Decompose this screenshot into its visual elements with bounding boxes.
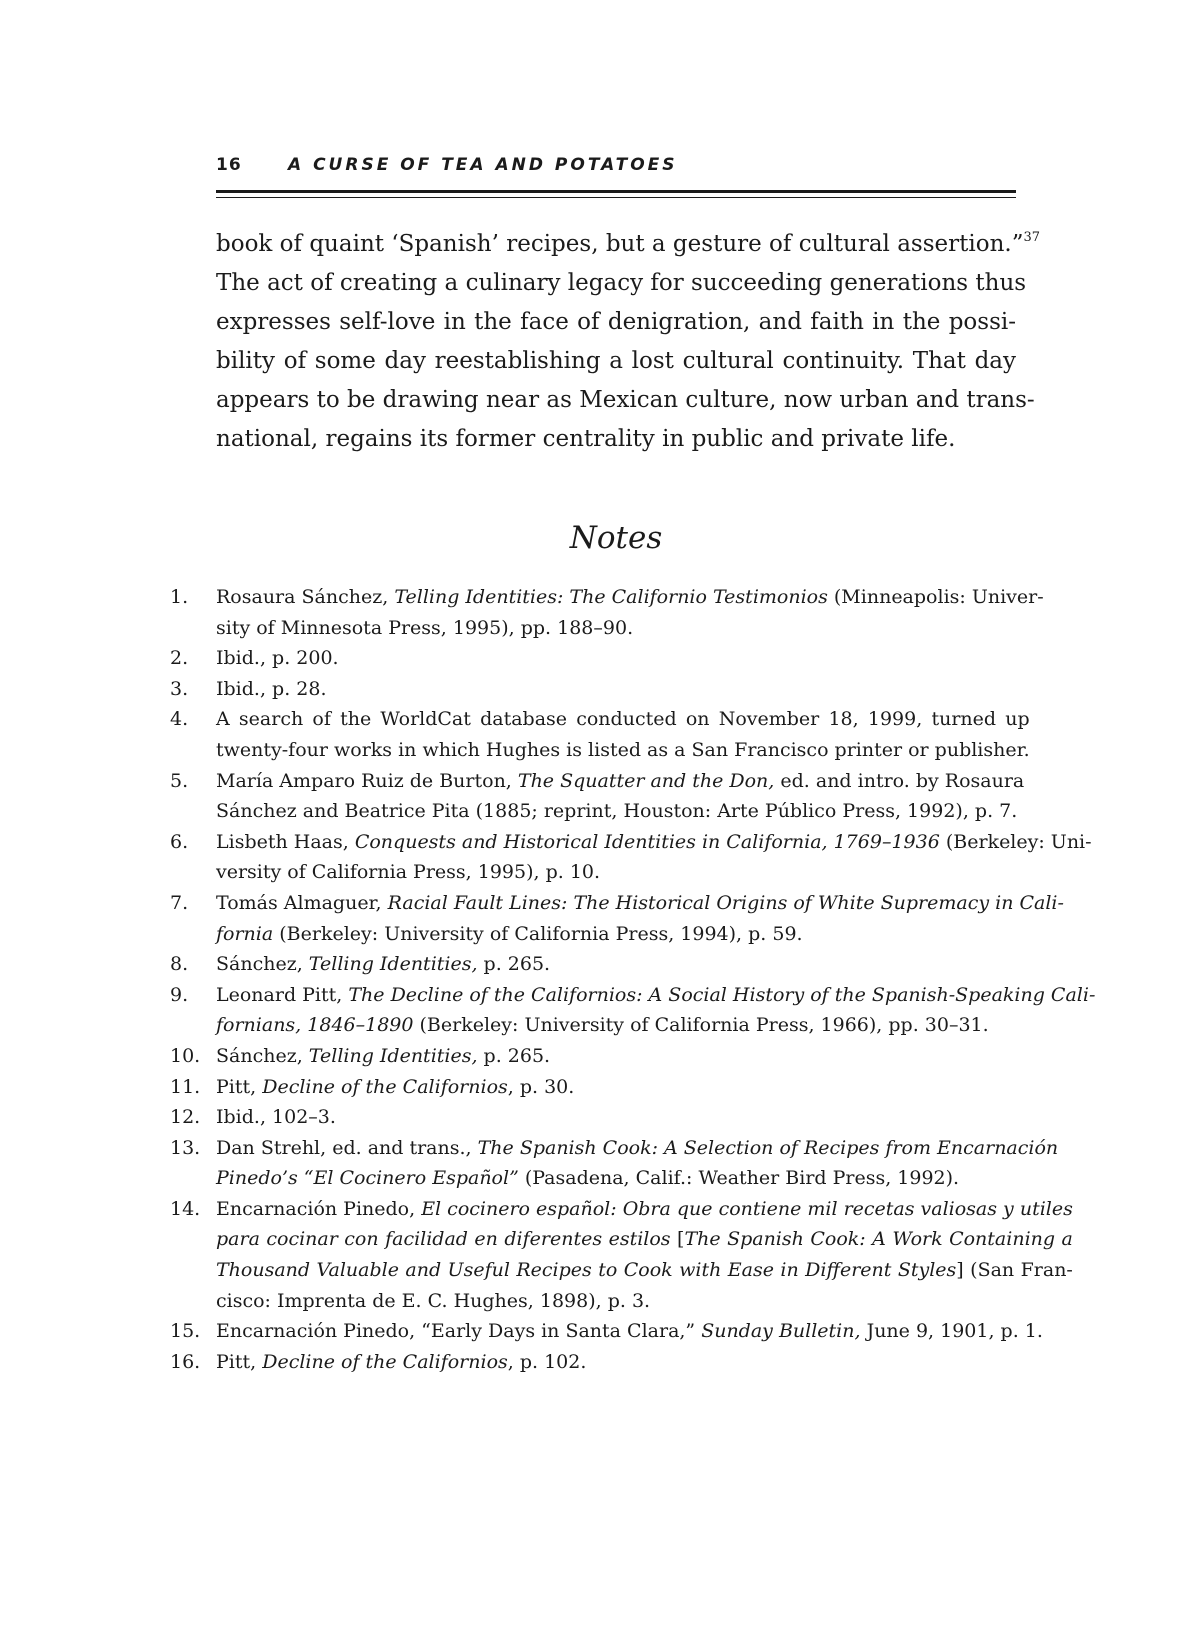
note-segment: Encarnación Pinedo, “Early Days in Santa Clara,” <box>216 1320 702 1343</box>
note-text <box>216 1133 1058 1194</box>
note-segment: A search of the WorldCat database conducted on November 18, 1999, turned up <box>216 708 1030 731</box>
note-line <box>216 1041 1016 1072</box>
note-segment: María Amparo Ruiz de Burton, <box>216 769 518 792</box>
note-line <box>216 857 1092 888</box>
note-line <box>216 796 1024 827</box>
note-line <box>216 1072 1016 1103</box>
note-item <box>170 704 1030 765</box>
note-item <box>170 1072 1016 1103</box>
note-segment: Rosaura Sánchez, <box>216 586 395 608</box>
note-segment: (Berkeley: University of California Press, 1966), pp. 30–31. <box>413 1014 989 1037</box>
note-segment: Pitt, <box>216 1350 263 1373</box>
page-number: 16 <box>216 155 242 175</box>
note-line <box>216 1286 1073 1317</box>
note-line <box>216 735 1030 766</box>
note-item <box>170 980 1096 1041</box>
note-title-italic: The Spanish Cook: A Selection of Recipes from Encarnación <box>477 1136 1059 1159</box>
body-paragraph <box>216 225 1040 459</box>
note-line <box>216 980 1095 1011</box>
note-text <box>216 1316 1043 1347</box>
note-line <box>216 1224 1073 1255</box>
note-segment: (Pasadena, Calif.: Weather Bird Press, 1992). <box>518 1167 960 1190</box>
note-title-italic: The Decline of the Californios: A Social History of the Spanish-Speaking Cali- <box>348 983 1096 1006</box>
note-line <box>216 704 1030 735</box>
note-line <box>216 1133 1058 1164</box>
note-number: 12. <box>170 1106 201 1129</box>
note-segment: p. 265. <box>477 1044 551 1067</box>
note-line <box>216 674 1016 705</box>
notes-list <box>170 582 1096 1377</box>
note-item <box>170 1316 1043 1347</box>
note-number: 2. <box>170 647 189 670</box>
note-line <box>216 1255 1073 1286</box>
note-text <box>216 766 1024 827</box>
note-item <box>170 888 1064 949</box>
note-line <box>216 1010 1095 1041</box>
note-line <box>216 1347 1016 1378</box>
note-title-italic: para cocinar con facilidad en diferentes estilos <box>216 1228 671 1251</box>
note-segment: June 9, 1901, p. 1. <box>860 1320 1043 1343</box>
notes-heading: Notes <box>569 520 663 556</box>
body-line: The act of creating a culinary legacy for succeeding generations thus <box>216 270 1027 296</box>
body-line: book of quaint ‘Spanish’ recipes, but a gesture of cultural assertion.”$^{37}$ <box>216 230 1040 257</box>
note-line <box>216 827 1092 858</box>
note-line <box>216 1194 1073 1225</box>
note-line <box>216 1102 1016 1133</box>
note-title-italic: Decline of the Californios <box>262 1075 508 1098</box>
note-number: 11. <box>170 1075 201 1098</box>
note-segment: , p. 102. <box>507 1350 587 1373</box>
note-text <box>216 1347 1016 1378</box>
note-item <box>170 949 1016 980</box>
note-segment: (Minneapolis: Univer- <box>827 586 1044 608</box>
header-rule-thin <box>216 197 1016 198</box>
note-line <box>216 1163 1058 1194</box>
note-segment: Sánchez and Beatrice Pita (1885; reprint, Houston: Arte Público Press, 1992), p. 7. <box>216 800 1018 823</box>
running-title: A CURSE OF TEA AND POTATOES <box>288 155 678 175</box>
note-line <box>216 613 1044 644</box>
note-number: 10. <box>170 1044 201 1067</box>
note-segment: Ibid., p. 200. <box>216 647 339 670</box>
note-title-italic: Sunday Bulletin, <box>701 1320 861 1343</box>
body-line: bility of some day reestablishing a lost cultural continuity. That day <box>216 348 1016 374</box>
note-item <box>170 1133 1059 1194</box>
note-segment: ed. and intro. by Rosaura <box>774 769 1025 792</box>
note-item <box>170 766 1025 827</box>
note-segment: Ibid., 102–3. <box>216 1106 336 1129</box>
note-segment: twenty-four works in which Hughes is listed as a San Francisco printer or publisher. <box>216 738 1030 761</box>
note-number: 6. <box>170 830 189 853</box>
note-item <box>170 674 1016 705</box>
note-line <box>216 919 1064 950</box>
footnote-reference: 37 <box>1023 230 1040 245</box>
note-line <box>216 949 1016 980</box>
note-segment: Lisbeth Haas, <box>216 830 355 853</box>
note-segment: [ <box>670 1228 685 1251</box>
note-text <box>216 888 1064 949</box>
note-title-italic: El cocinero español: Obra que contiene mil recetas valiosas y utiles <box>421 1197 1073 1220</box>
note-line <box>216 1316 1043 1347</box>
note-number: 7. <box>170 891 189 914</box>
note-item <box>170 643 1016 674</box>
note-line <box>216 888 1064 919</box>
note-segment: ] (San Fran- <box>956 1259 1073 1282</box>
note-title-italic: Telling Identities: The Californio Testimonios <box>394 586 828 608</box>
note-text <box>216 1041 1016 1072</box>
note-number: 4. <box>170 708 189 731</box>
note-number: 16. <box>170 1350 201 1373</box>
note-item <box>170 1041 1016 1072</box>
note-number: 9. <box>170 983 189 1006</box>
note-segment: (Berkeley: University of California Press, 1994), p. 59. <box>273 922 803 945</box>
note-line <box>216 643 1016 674</box>
note-title-italic: fornia <box>216 922 274 945</box>
note-number: 8. <box>170 953 189 976</box>
note-text <box>216 949 1016 980</box>
note-segment: Sánchez, <box>216 953 309 976</box>
header-rule-thick <box>216 190 1016 193</box>
note-segment: versity of California Press, 1995), p. 10. <box>216 861 601 884</box>
note-segment: Pitt, <box>216 1075 263 1098</box>
note-segment: cisco: Imprenta de E. C. Hughes, 1898), p. 3. <box>216 1289 651 1312</box>
note-segment: , p. 30. <box>507 1075 575 1098</box>
note-number: 15. <box>170 1320 201 1343</box>
note-text <box>216 674 1016 705</box>
note-number: 3. <box>170 677 189 700</box>
note-title-italic: Conquests and Historical Identities in California, 1769–1936 <box>354 830 940 853</box>
note-text <box>216 827 1092 888</box>
note-text <box>216 980 1095 1041</box>
note-segment: Sánchez, <box>216 1044 309 1067</box>
note-title-italic: Pinedo’s “El Cocinero Español” <box>216 1167 519 1190</box>
note-title-italic: Decline of the Californios <box>262 1350 508 1373</box>
note-item <box>170 1194 1073 1316</box>
note-item <box>170 1347 1016 1378</box>
note-line <box>216 582 1044 613</box>
note-segment: Tomás Almaguer, <box>216 891 388 914</box>
note-title-italic: Telling Identities, <box>308 953 478 976</box>
note-text <box>216 1194 1073 1316</box>
running-header <box>216 155 1016 175</box>
note-segment: Leonard Pitt, <box>216 983 349 1006</box>
body-line: expresses self-love in the face of denigration, and faith in the possi- <box>216 309 1016 335</box>
note-number: 14. <box>170 1197 201 1220</box>
note-item <box>170 582 1044 643</box>
note-title-italic: Telling Identities, <box>308 1044 478 1067</box>
note-number: 13. <box>170 1136 201 1159</box>
note-segment: sity of Minnesota Press, 1995), pp. 188–90. <box>216 616 634 639</box>
note-text <box>216 1102 1016 1133</box>
note-title-italic: The Squatter and the Don, <box>517 769 775 792</box>
note-number: 5. <box>170 769 189 792</box>
note-title-italic: Racial Fault Lines: The Historical Origins of White Supremacy in Cali- <box>387 891 1064 914</box>
note-title-italic: fornians, 1846–1890 <box>216 1014 414 1037</box>
note-segment: p. 265. <box>477 953 551 976</box>
note-number: 1. <box>170 586 189 608</box>
note-segment: Dan Strehl, ed. and trans., <box>216 1136 478 1159</box>
note-item <box>170 827 1092 888</box>
body-line: appears to be drawing near as Mexican culture, now urban and trans- <box>216 387 1035 413</box>
note-text <box>216 643 1016 674</box>
note-title-italic: The Spanish Cook: A Work Containing a <box>684 1228 1073 1251</box>
note-item <box>170 1102 1016 1133</box>
note-text <box>216 1072 1016 1103</box>
note-line <box>216 766 1024 797</box>
note-segment: Ibid., p. 28. <box>216 677 327 700</box>
note-title-italic: Thousand Valuable and Useful Recipes to Cook with Ease in Different Styles <box>216 1259 957 1282</box>
note-text <box>216 704 1030 765</box>
body-line: national, regains its former centrality in public and private life. <box>216 426 956 452</box>
note-text <box>216 582 1044 643</box>
note-segment: Encarnación Pinedo, <box>216 1197 422 1220</box>
note-segment: (Berkeley: Uni- <box>939 830 1092 853</box>
